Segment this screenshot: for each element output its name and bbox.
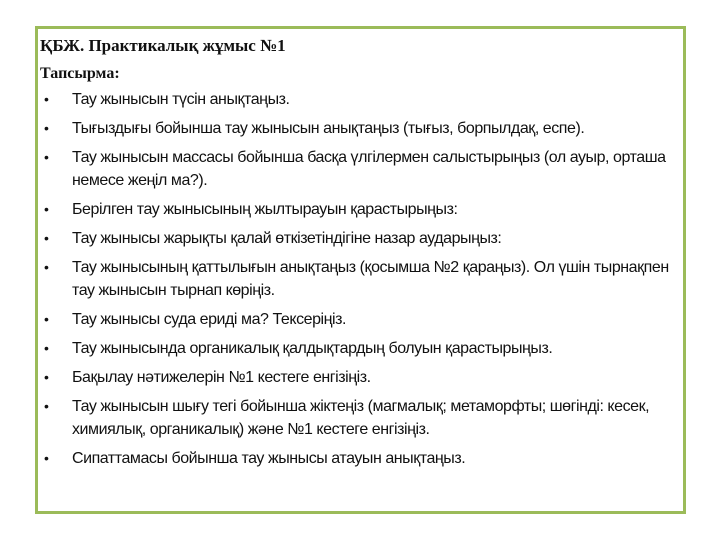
slide-content — [40, 34, 680, 476]
list-item-text: Тау жынысын түсін анықтаңыз. — [72, 91, 290, 108]
bullet-icon: • — [44, 398, 49, 414]
list-item-text: Тау жынысын массасы бойынша басқа үлгілермен салыстырыңыз (ол ауыр, орташа немесе жеңіл ма?). — [72, 149, 666, 189]
bullet-icon: • — [44, 450, 49, 466]
list-item-text: Тығыздығы бойынша тау жынысын анықтаңыз (тығыз, борпылдақ, еспе). — [72, 120, 585, 137]
list-item — [40, 447, 680, 470]
list-item-text: Бақылау нәтижелерін №1 кестеге енгізіңіз. — [72, 369, 371, 386]
bullet-icon: • — [44, 149, 49, 165]
list-item — [40, 227, 680, 250]
list-item-text: Берілген тау жынысының жылтырауын қарастырыңыз: — [72, 201, 458, 218]
bullet-icon: • — [44, 91, 49, 107]
list-item — [40, 308, 680, 331]
list-item — [40, 88, 680, 111]
list-item-text: Сипаттамасы бойынша тау жынысы атауын анықтаңыз. — [72, 450, 466, 467]
list-item — [40, 366, 680, 389]
list-item — [40, 146, 680, 192]
page-title: ҚБЖ. Практикалық жұмыс №1 — [40, 36, 286, 55]
list-item-text: Тау жынысының қаттылығын анықтаңыз (қосымша №2 қараңыз). Ол үшін тырнақпен тау жынысын тырнап көріңіз. — [72, 259, 669, 299]
task-list — [40, 88, 680, 470]
bullet-icon: • — [44, 340, 49, 356]
bullet-icon: • — [44, 201, 49, 217]
bullet-icon: • — [44, 311, 49, 327]
list-item — [40, 117, 680, 140]
list-item — [40, 198, 680, 221]
bullet-icon: • — [44, 120, 49, 136]
list-item — [40, 395, 680, 441]
task-heading: Тапсырма: — [40, 65, 120, 82]
list-item-text: Тау жынысы жарықты қалай өткізетіндігіне назар аударыңыз: — [72, 230, 502, 247]
bullet-icon: • — [44, 369, 49, 385]
list-item-text: Тау жынысын шығу тегі бойынша жіктеңіз (магмалық; метаморфты; шөгінді: кесек, химиялық, органикалық) және №1 кестеге енгізіңіз. — [72, 398, 650, 438]
list-item-text: Тау жынысы суда ериді ма? Тексеріңіз. — [72, 311, 346, 328]
bullet-icon: • — [44, 230, 49, 246]
list-item — [40, 256, 680, 302]
list-item — [40, 337, 680, 360]
bullet-icon: • — [44, 259, 49, 275]
list-item-text: Тау жынысында органикалық қалдықтардың болуын қарастырыңыз. — [72, 340, 553, 357]
